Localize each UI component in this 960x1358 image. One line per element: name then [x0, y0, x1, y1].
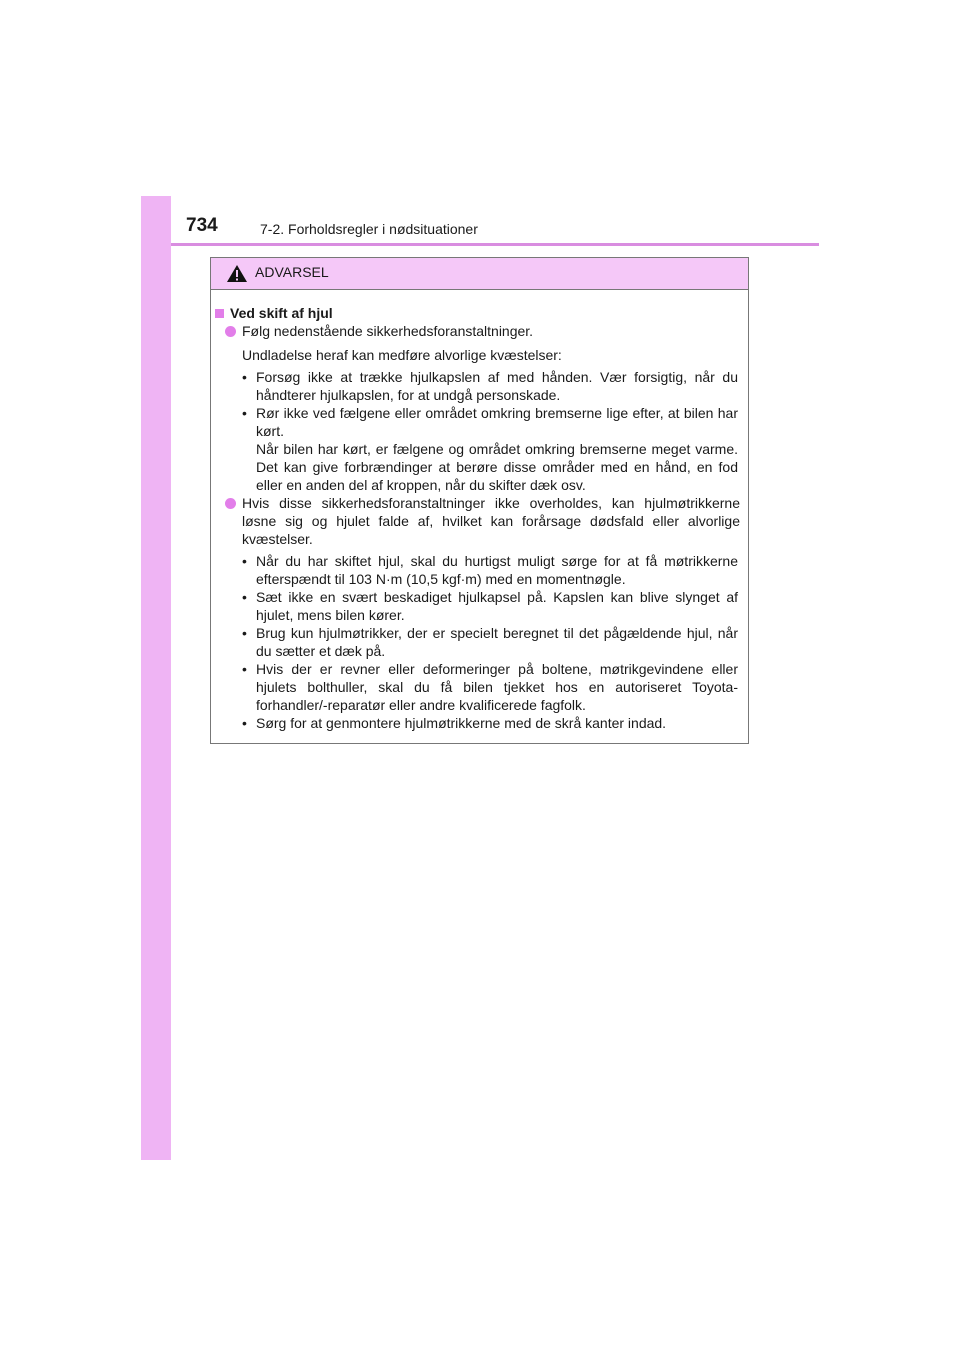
list-item: • Brug kun hjulmøtrikker, der er specielt beregnet til det pågældende hjul, når du sætter et dæk på.	[242, 624, 738, 660]
list-item: • Hvis der er revner eller deformeringer på boltene, møtrikgevindene eller hjulets bolthuller, skal du få bilen tjekket hos en autoriseret Toyota-forhandler/-reparatør eller andre kvalificerede fagfolk.	[242, 660, 738, 714]
page-number: 734	[186, 215, 218, 236]
warning-title: ADVARSEL	[255, 264, 329, 280]
list-item: • Sørg for at genmontere hjulmøtrikkerne med de skrå kanter indad.	[242, 714, 738, 732]
list-item-continuation: Når bilen har kørt, er fælgene og området omkring bremserne meget varme. Det kan give forbrændinger at berøre disse områder med en hånd, en fod eller en anden del af kroppen, når du skifter dæk osv.	[256, 441, 738, 493]
list-item: • Forsøg ikke at trække hjulkapslen af med hånden. Vær forsigtig, når du håndterer hjulkapslen, for at undgå personskade.	[242, 368, 738, 404]
side-accent-bar	[141, 196, 171, 1160]
list-item: • Når du har skiftet hjul, skal du hurtigst muligt sørge for at få møtrikkerne efterspændt til 103 N·m (10,5 kgf·m) med en momentnøgle.	[242, 552, 738, 588]
warning-triangle-icon	[226, 264, 248, 283]
circle-item: Hvis disse sikkerhedsforanstaltninger ikke overholdes, kan hjulmøtrikkerne løsne sig og hjulet falde af, hvilket kan forårsage dødsfald eller alvorlige kvæstelser.	[225, 494, 740, 548]
circle-bullet-icon	[225, 498, 236, 509]
header-rule	[171, 243, 819, 246]
section-title: 7-2. Forholdsregler i nødsituationer	[260, 221, 478, 237]
list-item: • Sæt ikke en svært beskadiget hjulkapsel på. Kapslen kan blive slynget af hjulet, mens bilen kører.	[242, 588, 738, 624]
square-bullet-icon	[215, 309, 224, 318]
intro-text: Undladelse heraf kan medføre alvorlige kvæstelser:	[242, 347, 562, 363]
warning-heading: Ved skift af hjul	[215, 304, 333, 322]
warning-header	[211, 258, 748, 290]
circle-item: Følg nedenstående sikkerhedsforanstaltninger.	[225, 322, 740, 340]
warning-box	[210, 257, 749, 744]
circle-bullet-icon	[225, 326, 236, 337]
list-item: • Rør ikke ved fælgene eller området omkring bremserne lige efter, at bilen har kørt.	[242, 404, 738, 440]
